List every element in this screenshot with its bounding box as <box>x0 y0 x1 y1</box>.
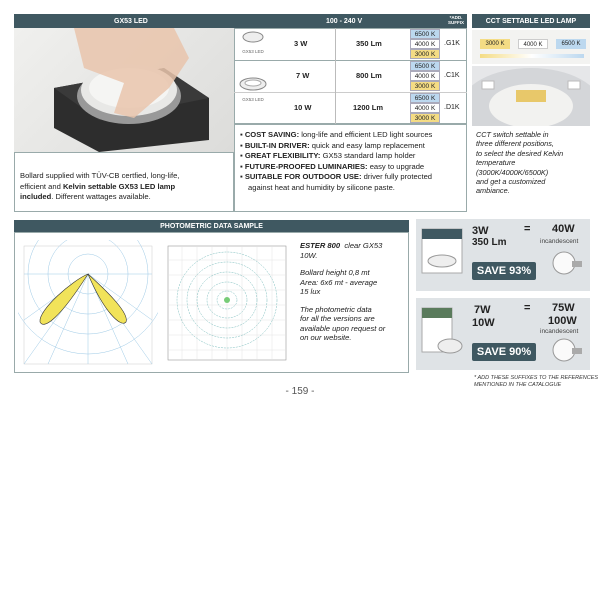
row-2-lumen: 800 Lm <box>356 71 382 80</box>
cct-header-bar <box>472 14 590 28</box>
bollard-height: Bollard height 0,8 mt <box>300 268 370 277</box>
bulb-icon <box>548 336 584 368</box>
photometric-title: PHOTOMETRIC DATA SAMPLE <box>160 222 263 230</box>
photometric-info <box>300 241 406 343</box>
cct-switch-panel <box>472 30 590 64</box>
feature-item: ▪ SUITABLE FOR OUTDOOR USE: driver fully protected <box>240 172 433 181</box>
bulb-icon <box>548 249 584 285</box>
cct-text-line: ambiance. <box>476 186 510 196</box>
suffix-1: .G1K <box>444 40 460 47</box>
lamp-label-2: GX53 LED <box>242 97 264 102</box>
lamp-icon-large <box>238 76 268 102</box>
cct-text-line: temperature <box>476 158 516 168</box>
lamp-package-icon <box>420 225 464 277</box>
feature-text: long-life and efficient LED light sources <box>299 130 433 139</box>
k4000-tag: 4000 K <box>410 71 440 81</box>
k3000-tag: 3000 K <box>410 113 440 123</box>
product-description <box>20 171 232 203</box>
feature-item: ▪ COST SAVING: long-life and efficient LED light sources <box>240 130 433 139</box>
suffix-footnote <box>474 375 598 389</box>
cct-text-line: and get a customized <box>476 177 546 187</box>
voltage-label: 100 - 240 V <box>326 17 363 25</box>
note-line: available upon request or <box>300 323 386 333</box>
row-1-watt: 3 W <box>294 39 308 48</box>
feature-bold: SUITABLE FOR OUTDOOR USE: <box>244 172 362 181</box>
cct-lamp-photo <box>472 66 590 126</box>
cct-text-line: three different positions, <box>476 139 554 149</box>
cct-text-line: CCT switch settable in <box>476 130 549 139</box>
led-watt-1: 3W <box>472 225 489 237</box>
features-list <box>240 130 466 193</box>
top-header-bar <box>14 14 467 28</box>
inc-watt-1: 40W <box>552 223 575 235</box>
desc-bold: included <box>20 192 52 201</box>
cct-text-line: (3000K/4000K/6500K) <box>476 167 549 177</box>
isolux-contour-chart <box>162 240 292 370</box>
save-badge-1: SAVE 93% <box>472 262 536 280</box>
note-line: The photometric data <box>300 304 372 314</box>
cct-slider-bar <box>480 54 584 58</box>
feature-bold: FUTURE-PROOFED LUMINARIES: <box>244 161 368 171</box>
inc-watt-2b: 100W <box>548 315 577 327</box>
product-title: GX53 LED <box>114 17 148 25</box>
gx53-lamp-icon-large <box>239 76 267 92</box>
equals-sign: = <box>524 223 531 235</box>
k4000-tag: 4000 K <box>410 103 440 113</box>
bollard-lamp-image <box>14 28 234 152</box>
k4000-tag: 4000 K <box>410 39 440 49</box>
cct-text-line: to select the desired Kelvin <box>476 148 564 158</box>
feature-text: quick and easy lamp replacement <box>309 140 425 150</box>
k6500-tag: 6500 K <box>410 29 440 39</box>
feature-bold: COST SAVING: <box>244 130 300 139</box>
kelvin-group-2 <box>410 61 440 91</box>
isolux-diagram <box>162 240 292 370</box>
k6500-tag: 6500 K <box>410 61 440 71</box>
feature-bold: GREAT FLEXIBILITY: <box>244 151 321 160</box>
lamp-label-1: GX53 LED <box>242 49 264 54</box>
desc-text: efficient and <box>20 181 63 191</box>
desc-line-1: Bollard supplied with TÜV-CB certfied, long-life, <box>20 171 180 180</box>
model-name: ESTER 800 <box>300 241 341 250</box>
gx53-lamp-icon <box>242 30 264 44</box>
incandescent-label: incandescent <box>540 328 579 335</box>
inc-watt-2: 75W <box>552 302 575 314</box>
area-info: Area: 6x6 mt - average <box>300 277 378 287</box>
cct-opt-4000: 4000 K <box>518 39 548 49</box>
lamp-package-icon <box>420 304 464 360</box>
model-watt: 10W. <box>300 250 318 260</box>
led-watt-2: 7W <box>474 304 491 316</box>
row-3-lumen: 1200 Lm <box>353 103 384 112</box>
desc-line-3 <box>20 192 232 203</box>
model-desc: clear GX53 <box>344 241 383 250</box>
cct-opt-6500: 6500 K <box>556 39 586 49</box>
polar-curve-chart <box>18 240 158 370</box>
k6500-tag: 6500 K <box>410 93 440 103</box>
model-line <box>300 241 406 251</box>
led-watt-2b: 10W <box>472 317 495 329</box>
incandescent-label: incandescent <box>540 238 579 245</box>
row-2-watt: 7 W <box>296 71 310 80</box>
led-lamp-closeup <box>472 66 590 126</box>
k3000-tag: 3000 K <box>410 49 440 59</box>
product-photo <box>14 28 234 152</box>
equals-sign: = <box>524 302 531 314</box>
desc-bold: Kelvin settable GX53 LED lamp <box>62 181 176 191</box>
desc-text: . Different wattages available. <box>51 192 151 201</box>
feature-item: ▪ GREAT FLEXIBILITY: GX53 standard lamp holder <box>240 151 416 160</box>
feature-item: ▪ BUILT-IN DRIVER: quick and easy lamp replacement <box>240 140 425 150</box>
add-suffix-label: *ADD. SUFFIX <box>447 15 464 25</box>
note-line: for all the versions are <box>300 314 375 323</box>
k3000-tag: 3000 K <box>410 81 440 91</box>
savings-box-1 <box>416 219 590 291</box>
note-line: on our website. <box>300 333 352 342</box>
footnote-line: * ADD THESE SUFFIXES TO THE REFERENCES <box>474 375 599 381</box>
feature-text: GX53 standard lamp holder <box>320 151 416 160</box>
kelvin-group-1 <box>410 29 440 59</box>
feature-bold: BUILT-IN DRIVER: <box>244 140 310 150</box>
lamp-icon-small <box>240 30 266 54</box>
feature-text: driver fully protected <box>361 172 433 181</box>
table-vline <box>335 28 336 124</box>
polar-diagram <box>18 240 158 370</box>
lux-info: 15 lux <box>300 287 321 296</box>
suffix-3: .D1K <box>444 104 460 111</box>
save-badge-2: SAVE 90% <box>472 343 536 361</box>
feature-item-continued <box>240 183 466 194</box>
cct-title: CCT SETTABLE LED LAMP <box>485 17 577 25</box>
feature-item: ▪ FUTURE-PROOFED LUMINARIES: easy to upgrade <box>240 161 425 171</box>
footnote-line: MENTIONED IN THE CATALOGUE <box>474 382 562 388</box>
row-1-lumen: 350 Lm <box>356 39 382 48</box>
desc-line-2 <box>20 182 232 193</box>
feature-text: easy to upgrade <box>367 161 425 171</box>
cct-opt-3000: 3000 K <box>480 39 510 49</box>
page-number: - 159 - <box>285 386 315 397</box>
photometric-header <box>14 220 409 232</box>
savings-box-2 <box>416 298 590 370</box>
row-3-watt: 10 W <box>294 103 312 112</box>
feature-text: against heat and humidity by silicone paste. <box>248 182 395 192</box>
suffix-2: .C1K <box>444 72 460 79</box>
led-lumen-1: 350 Lm <box>472 237 507 248</box>
kelvin-group-3 <box>410 93 440 123</box>
cct-description <box>476 130 592 196</box>
